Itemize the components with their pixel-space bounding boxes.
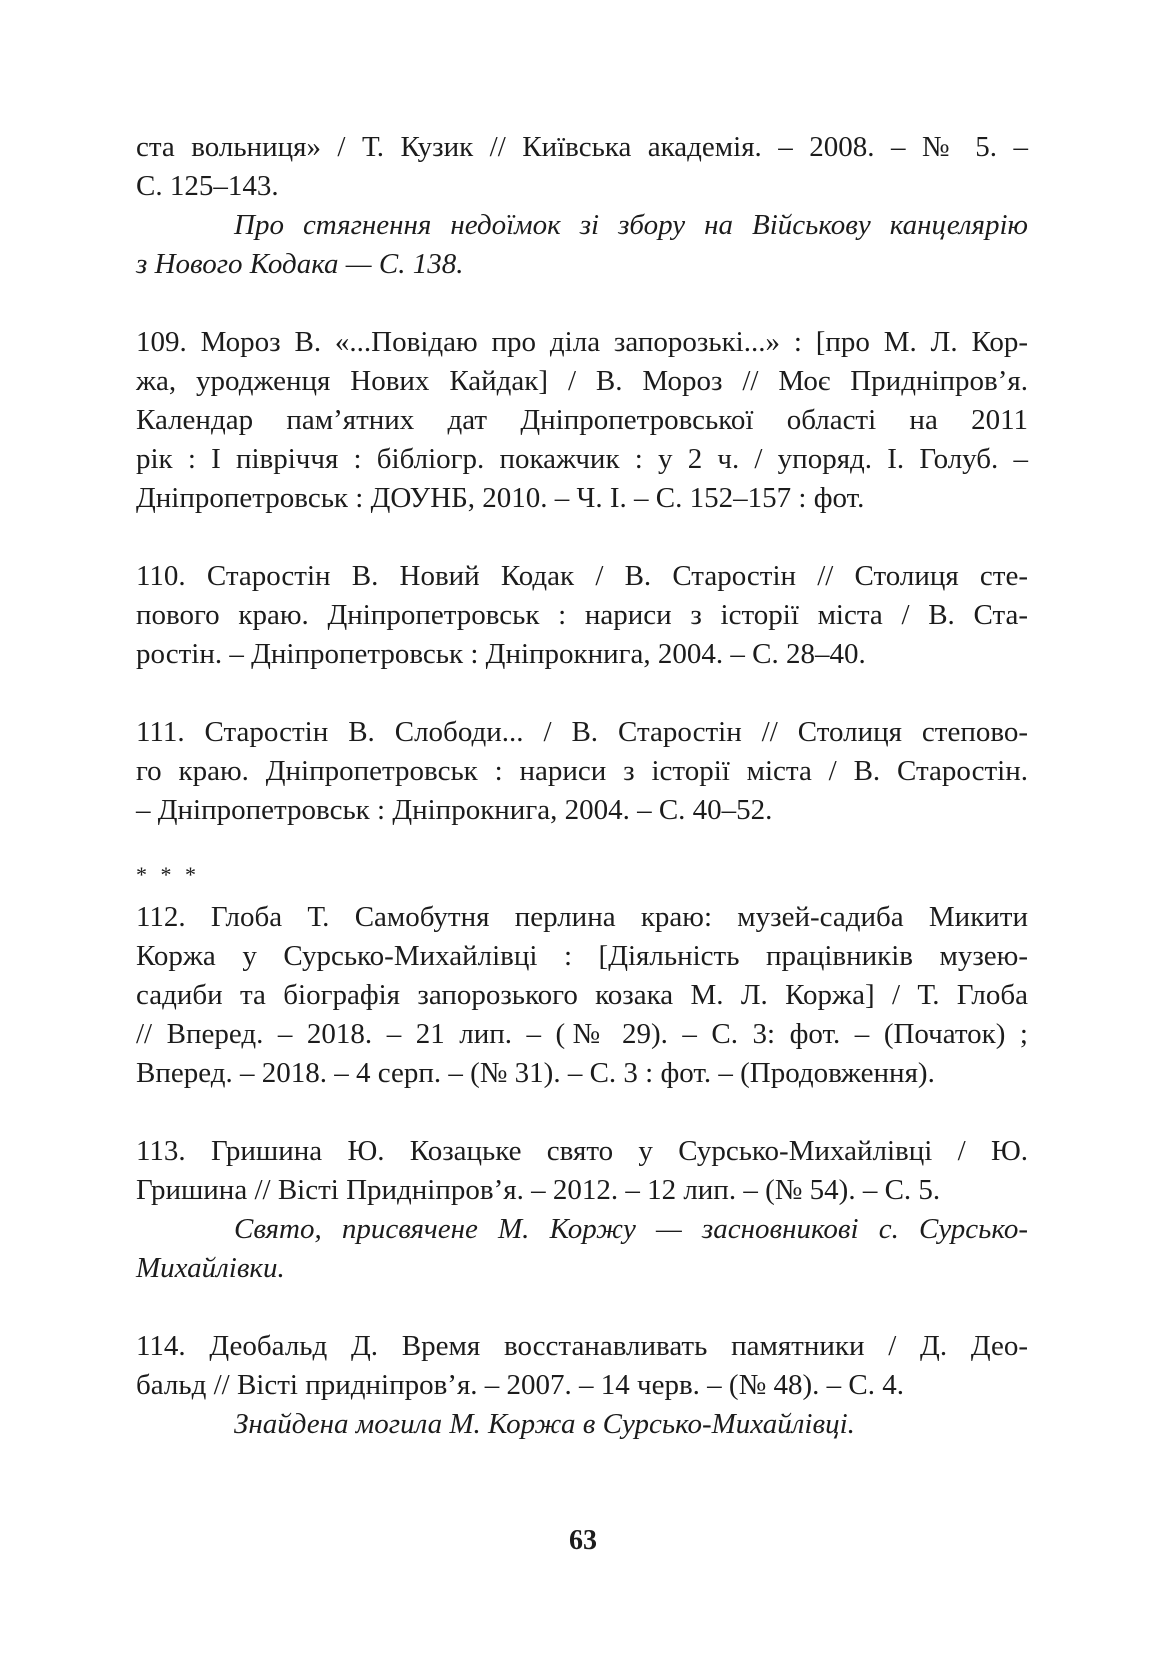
- entry-text: [136, 323, 1028, 518]
- entry-line: Дніпропетровськ : ДОУНБ, 2010. – Ч. І. – С. 152–157 : фот.: [136, 482, 865, 514]
- bibliography-entry-114: [136, 1327, 1028, 1444]
- annotation-line: Про стягнення недоїмок зі збору на Військову канцелярію: [234, 209, 1028, 241]
- annotation-line: Свято, присвячене М. Коржу — засновникові с. Сурсько-: [234, 1213, 1028, 1245]
- bibliography-entry-110: [136, 557, 1028, 674]
- annotation-line: з Нового Кодака — С. 138.: [136, 248, 464, 280]
- entry-text: [136, 1327, 1028, 1405]
- entry-line: С. 125–143.: [136, 170, 279, 202]
- bibliography-entry-113: [136, 1132, 1028, 1288]
- entry-line: Гришина // Вісті Придніпров’я. – 2012. – 12 лип. – (№ 54). – С. 5.: [136, 1174, 941, 1206]
- entry-line: 113. Гришина Ю. Козацьке свято у Сурсько-Михайлівці / Ю.: [136, 1135, 1028, 1167]
- entry-line: жа, уродженця Нових Кайдак] / В. Мороз // Моє Придніпров’я.: [136, 365, 1028, 397]
- entry-text: [136, 1132, 1028, 1210]
- page-number: 63: [569, 1525, 597, 1556]
- bibliography-entry-112: [136, 898, 1028, 1093]
- entry-annotation: [136, 1405, 1028, 1444]
- section-separator: * * *: [136, 862, 200, 887]
- entry-line: садиби та біографія запорозького козака М. Л. Коржа] / Т. Глоба: [136, 979, 1028, 1011]
- entry-line: 114. Деобальд Д. Время восстанавливать памятники / Д. Део-: [136, 1330, 1028, 1362]
- entry-line: го краю. Дніпропетровськ : нариси з історії міста / В. Старостін.: [136, 755, 1028, 787]
- entry-line: ста вольниця» / Т. Кузик // Київська академія. – 2008. – № 5. –: [136, 131, 1028, 163]
- annotation-line: Михайлівки.: [136, 1252, 285, 1284]
- entry-line: Коржа у Сурсько-Михайлівці : [Діяльність працівників музею-: [136, 940, 1028, 972]
- bibliography-entry-111: [136, 713, 1028, 830]
- entry-annotation: [136, 1210, 1028, 1288]
- entry-line: // Вперед. – 2018. – 21 лип. – (№ 29). – С. 3: фот. – (Початок) ;: [136, 1018, 1028, 1050]
- entry-line: ростін. – Дніпропетровськ : Дніпрокнига, 2004. – С. 28–40.: [136, 638, 866, 670]
- annotation-line: Знайдена могила М. Коржа в Сурсько-Михайлівці.: [234, 1408, 855, 1440]
- bibliography-entry-109: [136, 323, 1028, 518]
- entry-annotation: [136, 206, 1028, 284]
- page-body: [136, 128, 1028, 1483]
- entry-line: Календар пам’ятних дат Дніпропетровської області на 2011: [136, 404, 1028, 436]
- entry-line: – Дніпропетровськ : Дніпрокнига, 2004. – С. 40–52.: [136, 794, 773, 826]
- entry-line: 112. Глоба Т. Самобутня перлина краю: музей-садиба Микити: [136, 901, 1028, 933]
- entry-text: [136, 557, 1028, 674]
- entry-line: 111. Старостін В. Слободи... / В. Старостін // Столиця степово-: [136, 716, 1028, 748]
- entry-line: Вперед. – 2018. – 4 серп. – (№ 31). – С. 3 : фот. – (Продовження).: [136, 1057, 935, 1089]
- entry-line: 110. Старостін В. Новий Кодак / В. Старостін // Столиця сте-: [136, 560, 1028, 592]
- entry-text: [136, 898, 1028, 1093]
- entry-line: пового краю. Дніпропетровськ : нариси з історії міста / В. Ста-: [136, 599, 1028, 631]
- entry-line: 109. Мороз В. «...Повідаю про діла запорозькі...» : [про М. Л. Кор-: [136, 326, 1028, 358]
- entry-line: бальд // Вісті придніпров’я. – 2007. – 14 черв. – (№ 48). – С. 4.: [136, 1369, 905, 1401]
- bibliography-entry-108-continued: [136, 128, 1028, 284]
- entry-text: [136, 128, 1028, 206]
- entry-line: рік : І півріччя : бібліогр. покажчик : у 2 ч. / упоряд. І. Голуб. –: [136, 443, 1028, 475]
- entry-text: [136, 713, 1028, 830]
